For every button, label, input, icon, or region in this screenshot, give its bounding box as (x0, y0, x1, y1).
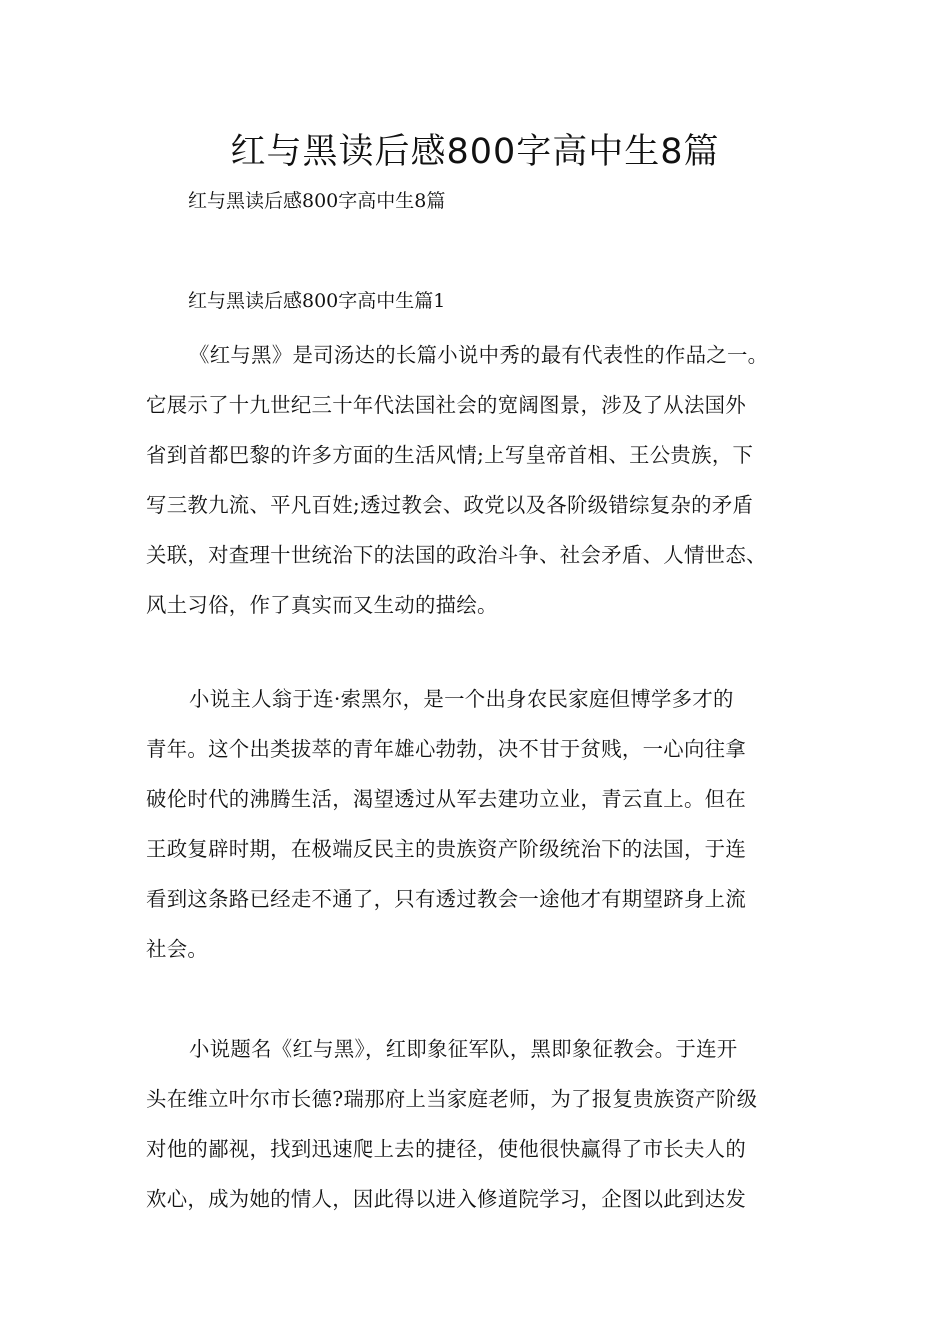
paragraph-line: 风土习俗，作了真实而又生动的描绘。 (146, 593, 498, 617)
paragraph-line: 小说主人翁于连·索黑尔，是一个出身农民家庭但博学多才的 (189, 687, 734, 711)
paragraph-line: 小说题名《红与黑》，红即象征军队，黑即象征教会。于连开 (189, 1037, 738, 1061)
paragraph-line: 青年。这个出类拔萃的青年雄心勃勃，决不甘于贫贱，一心向往拿 (146, 737, 747, 761)
paragraph-line: 省到首都巴黎的许多方面的生活风情;上写皇帝首相、王公贵族，下 (146, 443, 754, 467)
paragraph-line: 社会。 (146, 937, 209, 961)
paragraph-3 (146, 1024, 836, 1224)
document-subtitle: 红与黑读后感800字高中生8篇 (188, 190, 446, 212)
section-heading: 红与黑读后感800字高中生篇1 (188, 290, 446, 312)
paragraph-line: 写三教九流、平凡百姓;透过教会、政党以及各阶级错综复杂的矛盾 (146, 493, 754, 517)
paragraph-2 (146, 674, 836, 974)
paragraph-line: 欢心，成为她的情人，因此得以进入修道院学习，企图以此到达发 (146, 1187, 747, 1211)
paragraph-1 (146, 330, 836, 630)
paragraph-line: 破伦时代的沸腾生活，渴望透过从军去建功立业，青云直上。但在 (146, 787, 747, 811)
paragraph-line: 关联，对查理十世统治下的法国的政治斗争、社会矛盾、人情世态、 (146, 543, 767, 567)
paragraph-line: 头在维立叶尔市长德?瑞那府上当家庭老师，为了报复贵族资产阶级 (146, 1087, 758, 1111)
paragraph-line: 看到这条路已经走不通了，只有透过教会一途他才有期望跻身上流 (146, 887, 747, 911)
paragraph-line: 它展示了十九世纪三十年代法国社会的宽阔图景，涉及了从法国外 (146, 393, 747, 417)
paragraph-line: 《红与黑》是司汤达的长篇小说中秀的最有代表性的作品之一。 (189, 343, 769, 367)
paragraph-line: 对他的鄙视，找到迅速爬上去的捷径，使他很快赢得了市长夫人的 (146, 1137, 747, 1161)
document-title: 红与黑读后感800字高中生8篇 (230, 132, 720, 172)
paragraph-line: 王政复辟时期，在极端反民主的贵族资产阶级统治下的法国，于连 (146, 837, 747, 861)
